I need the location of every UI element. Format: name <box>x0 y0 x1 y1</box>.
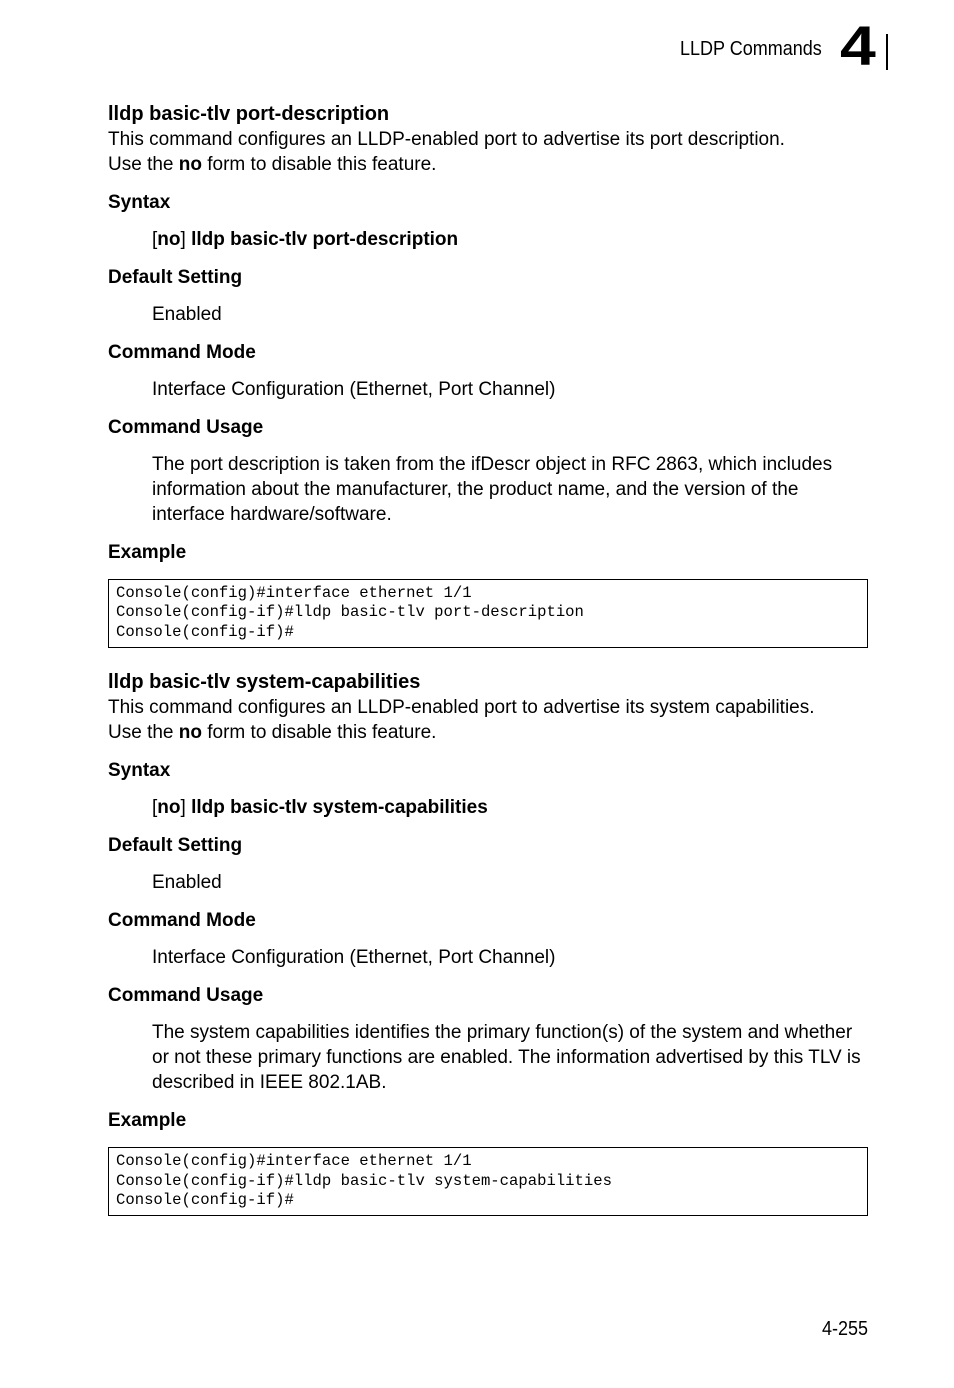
command-usage-heading: Command Usage <box>108 985 264 1007</box>
syntax-command: lldp basic-tlv port-description <box>191 229 459 250</box>
chapter-divider <box>886 34 888 70</box>
example-heading: Example <box>108 542 187 563</box>
description-text: Use the <box>108 154 179 175</box>
syntax-line <box>152 795 868 820</box>
command-usage-text: The port description is taken from the ifDescr object in RFC 2863, which includes information about the manufacturer, the product name, and the version of the interface hardware/software. <box>152 454 833 525</box>
description-text: form to disable this feature. <box>201 722 437 744</box>
default-setting-value: Enabled <box>152 304 222 325</box>
syntax-bracket: ] <box>180 229 192 250</box>
command-section-system-capabilities <box>108 670 868 1216</box>
syntax-heading: Syntax <box>108 760 171 782</box>
page-number: 4-255 <box>822 1318 869 1340</box>
command-description <box>108 127 868 177</box>
description-keyword: no <box>178 722 202 744</box>
command-description <box>108 695 868 745</box>
example-code-block: Console(config)#interface ethernet 1/1 Console(config-if)#lldp basic-tlv port-description Console(config-if)# <box>108 579 868 648</box>
command-mode-value: Interface Configuration (Ethernet, Port Channel) <box>152 947 556 969</box>
description-line: This command configures an LLDP-enabled port to advertise its system capabilities. <box>108 697 815 719</box>
syntax-bracket: [ <box>152 797 158 819</box>
command-title: lldp basic-tlv port-description <box>108 103 390 125</box>
chapter-number: 4 <box>840 14 876 77</box>
syntax-command: lldp basic-tlv system-capabilities <box>191 797 488 819</box>
command-mode-value: Interface Configuration (Ethernet, Port Channel) <box>152 379 556 400</box>
syntax-keyword: no <box>157 797 181 819</box>
syntax-heading: Syntax <box>108 192 171 213</box>
page-content <box>108 102 868 1216</box>
syntax-bracket: ] <box>180 797 192 819</box>
example-code-block: Console(config)#interface ethernet 1/1 Console(config-if)#lldp basic-tlv system-capabilities Console(config-if)# <box>108 1147 868 1216</box>
syntax-bracket: [ <box>152 229 158 250</box>
description-keyword: no <box>178 154 202 175</box>
default-setting-heading: Default Setting <box>108 835 243 857</box>
default-setting-heading: Default Setting <box>108 267 243 288</box>
header-title: LLDP Commands <box>680 38 822 60</box>
syntax-line <box>152 227 868 252</box>
default-setting-value: Enabled <box>152 872 222 894</box>
description-text: Use the <box>108 722 179 744</box>
command-mode-heading: Command Mode <box>108 910 256 932</box>
command-usage-text: The system capabilities identifies the primary function(s) of the system and whether or not these primary functions are enabled. The information advertised by this TLV is described in IEEE 802.1AB. <box>152 1022 861 1094</box>
example-heading: Example <box>108 1110 187 1132</box>
syntax-keyword: no <box>157 229 181 250</box>
description-line: This command configures an LLDP-enabled port to advertise its port description. <box>108 129 785 150</box>
command-title: lldp basic-tlv system-capabilities <box>108 671 421 694</box>
command-usage-heading: Command Usage <box>108 417 264 438</box>
command-mode-heading: Command Mode <box>108 342 256 363</box>
description-text: form to disable this feature. <box>201 154 437 175</box>
command-section-port-description <box>108 102 868 648</box>
